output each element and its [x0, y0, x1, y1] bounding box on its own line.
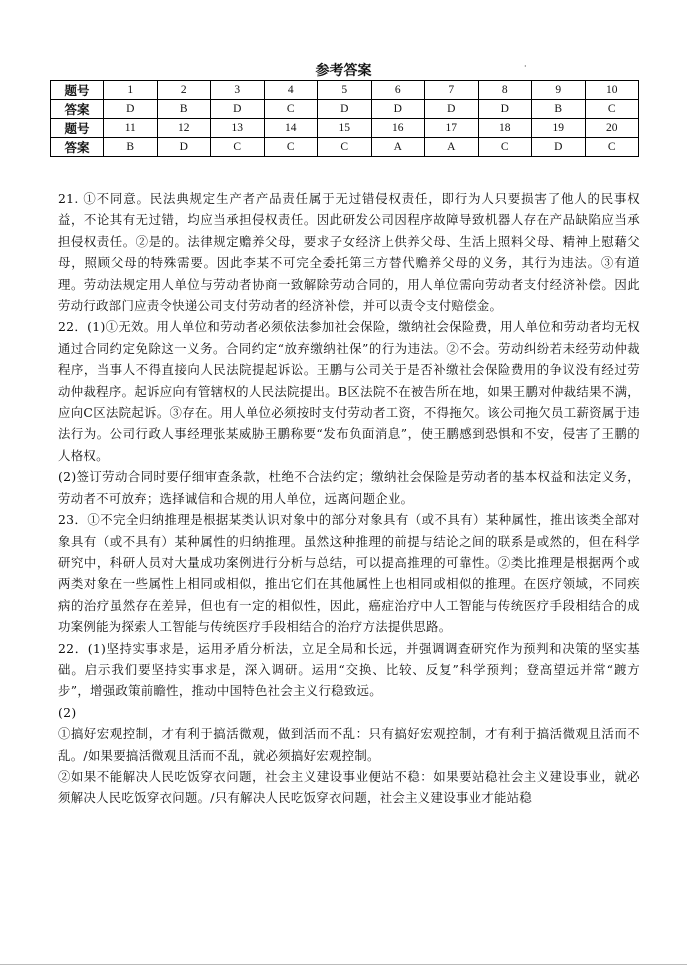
answer-cell: C [585, 138, 639, 157]
question-number: 19 [532, 119, 586, 138]
question-number: 12 [157, 119, 211, 138]
table-row [51, 119, 639, 138]
answer-21-paragraph: 21. ①不同意。民法典规定生产者产品责任属于无过错侵权责任，即行为人只要损害了他人的民事权益，不论其有无过错，均应当承担侵权责任。因此研发公司因程序故障导致机器人存在产品缺陷应当承担侵权责任。②是的。法律规定赡养父母，要求子女经济上供养父母、生活上照料父母、精神上慰藉父母，照顾父母的特殊需要。因此李某不可完全委托第三方替代赡养父母的义务，其行为违法。③有道理。劳动法规定用人单位与劳动者协商一致解除劳动合同的，用人单位需向劳动者支付经济补偿。因此劳动行政部门应责令快递公司支付劳动者的经济补偿，并可以责令支付赔偿金。 [58, 191, 640, 314]
question-number: 18 [478, 119, 532, 138]
page-title: 参考答案 [315, 63, 372, 79]
answer-cell: C [318, 138, 372, 157]
answer-label: 答案 [51, 100, 104, 119]
answer-cell: D [211, 100, 265, 119]
answer-22-part2-paragraph: (2)签订劳动合同时要仔细审查条款，杜绝不合法约定；缴纳社会保险是劳动者的基本权益和法定义务，劳动者不可放弃；选择诚信和合规的用人单位，远离问题企业。 [58, 469, 640, 506]
question-number: 11 [104, 119, 158, 138]
question-number: 20 [585, 119, 639, 138]
question-number: 3 [211, 81, 265, 100]
answer-cell: D [532, 138, 586, 157]
answer-cell: D [157, 138, 211, 157]
answer-cell: D [478, 100, 532, 119]
answer-cell: A [425, 138, 479, 157]
answer-22b-point1-paragraph: ①搞好宏观控制，才有利于搞活微观，做到活而不乱：只有搞好宏观控制，才有利于搞活微观且活而不乱。/如果要搞活微观且活而不乱，就必须搞好宏观控制。 [58, 726, 640, 763]
question-number: 16 [371, 119, 425, 138]
question-number: 8 [478, 81, 532, 100]
answer-cell: D [318, 100, 372, 119]
question-number: 13 [211, 119, 265, 138]
answer-explanations [58, 188, 640, 809]
answer-cell: B [104, 138, 158, 157]
question-number: 17 [425, 119, 479, 138]
answer-22b-part1-paragraph: 22．(1)坚持实事求是，运用矛盾分析法，立足全局和长远，并强调调查研究作为预判和决策的坚实基础。启示我们要坚持实事求是，深入调研。运用“交换、比较、反复”科学预判；登高望远并常“踱方步”，增强政策前瞻性，推动中国特色社会主义行稳致远。 [58, 640, 640, 699]
answer-23-paragraph: 23．①不完全归纳推理是根据某类认识对象中的部分对象具有（或不具有）某种属性，推出该类全部对象具有（或不具有）某种属性的归纳推理。虽然这种推理的前提与结论之间的联系是或然的，但在科学研究中，科研人员对大量成功案例进行分析与总结，可以提高推理的可靠性。②类比推理是根据两个或两类对象在一些属性上相同或相似，推出它们在其他属性上也相同或相似的推理。在医疗领域，不同疾病的治疗虽然存在差异，但也有一定的相似性，因此，癌症治疗中人工智能与传统医疗手段相结合的成功案例能为探索人工智能与传统医疗手段相结合的治疗方法提供思路。 [58, 512, 640, 635]
question-number: 10 [585, 81, 639, 100]
question-number: 5 [318, 81, 372, 100]
answer-table [50, 80, 639, 157]
answer-cell: D [104, 100, 158, 119]
answer-cell: B [532, 100, 586, 119]
question-number: 15 [318, 119, 372, 138]
answer-cell: C [585, 100, 639, 119]
question-number: 1 [104, 81, 158, 100]
header-label: 题号 [51, 81, 104, 100]
answer-22b-part2-label: (2) [58, 704, 77, 720]
answer-22-part1-paragraph: 22．(1)①无效。用人单位和劳动者必须依法参加社会保险，缴纳社会保险费，用人单位和劳动者均无权通过合同约定免除这一义务。合同约定“放弃缴纳社保”的行为违法。②不会。劳动纠纷若未经劳动仲裁程序，当事人不得直接向人民法院提起诉讼。王鹏与公司关于是否补缴社会保险费用的争议没有经过劳动仲裁程序。起诉应向有管辖权的人民法院提出。B区法院不在被告所在地，如果王鹏对仲裁结果不满，应向C区法院起诉。③存在。用人单位必须按时支付劳动者工资，不得拖欠。该公司拖欠员工薪资属于违法行为。公司行政人事经理张某威胁王鹏称要“发布负面消息”，使王鹏感到恐惧和不安，侵害了王鹏的人格权。 [58, 319, 640, 463]
table-row [51, 100, 639, 119]
question-number: 7 [425, 81, 479, 100]
question-number: 6 [371, 81, 425, 100]
header-label: 题号 [51, 119, 104, 138]
answer-cell: B [157, 100, 211, 119]
question-number: 9 [532, 81, 586, 100]
answer-cell: C [211, 138, 265, 157]
answer-cell: D [371, 100, 425, 119]
question-number: 2 [157, 81, 211, 100]
page-bottom-divider [0, 964, 687, 965]
question-number: 4 [264, 81, 318, 100]
answer-label: 答案 [51, 138, 104, 157]
answer-cell: D [425, 100, 479, 119]
answer-cell: C [264, 138, 318, 157]
question-number: 14 [264, 119, 318, 138]
table-row [51, 81, 639, 100]
answer-cell: C [264, 100, 318, 119]
answer-cell: C [478, 138, 532, 157]
stray-dot: · [524, 62, 527, 71]
table-row [51, 138, 639, 157]
answer-cell: A [371, 138, 425, 157]
answer-22b-point2-paragraph: ②如果不能解决人民吃饭穿衣问题，社会主义建设事业便站不稳：如果要站稳社会主义建设事业，就必须解决人民吃饭穿衣问题。/只有解决人民吃饭穿衣问题，社会主义建设事业才能站稳 [58, 768, 640, 806]
